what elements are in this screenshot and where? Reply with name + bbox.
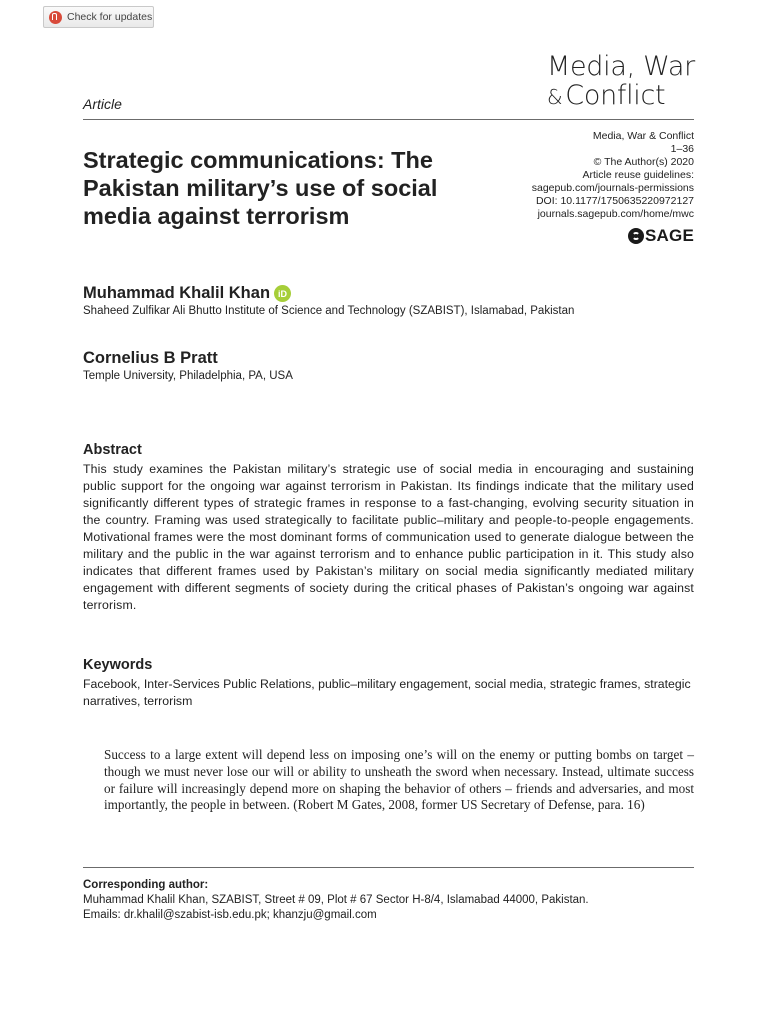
meta-journal-link[interactable]: journals.sagepub.com/home/mwc <box>537 208 694 220</box>
article-title: Strategic communications: The Pakistan military’s use of social media against terrorism <box>83 147 438 229</box>
orcid-icon[interactable]: iD <box>274 285 291 302</box>
journal-brand-line2 <box>547 81 695 112</box>
author-block-1 <box>83 284 574 317</box>
header-divider <box>83 119 694 120</box>
article-meta <box>532 130 694 221</box>
abstract-heading: Abstract <box>83 442 142 458</box>
author-affiliation: Shaheed Zulfikar Ali Bhutto Institute of Science and Technology (SZABIST), Islamabad, Pakistan <box>83 305 575 317</box>
crossmark-icon <box>49 11 62 24</box>
sage-logo <box>628 226 694 246</box>
epigraph-quote: Success to a large extent will depend less on imposing one’s will on the enemy or putting bombs on target – though we must never lose our will or ability to unsheath the sword when necessary. Instead, ultimate success or failure will increasingly depend more on shaping the behavior of others – friends and adversaries, and most importantly, the people in between. (Robert M Gates, 2008, former US Secretary of Defense, para. 16) <box>104 747 694 813</box>
corresponding-author <box>83 878 589 923</box>
author-name <box>83 349 293 368</box>
corresponding-emails[interactable]: Emails: dr.khalil@szabist-isb.edu.pk; khanzju@gmail.com <box>83 909 377 921</box>
meta-journal-name: Media, War & Conflict <box>592 130 694 142</box>
sage-logo-text: SAGE <box>645 226 694 245</box>
author-block-2 <box>83 349 293 382</box>
article-type: Article <box>83 96 122 112</box>
meta-pages: 1–36 <box>670 143 694 155</box>
journal-brand <box>547 52 695 112</box>
keywords-text: Facebook, Inter-Services Public Relations, public–military engagement, social media, strategic frames, strategic narratives, terrorism <box>83 677 691 708</box>
author-name-text: Cornelius B Pratt <box>83 349 218 367</box>
meta-reuse-label: Article reuse guidelines: <box>582 169 694 181</box>
meta-copyright: © The Author(s) 2020 <box>593 156 694 168</box>
sage-logo-icon <box>628 228 644 244</box>
check-for-updates-button[interactable] <box>43 6 154 28</box>
journal-brand-line2-text: Conflict <box>565 80 666 111</box>
keywords-heading: Keywords <box>83 657 153 673</box>
meta-reuse-link[interactable]: sagepub.com/journals-permissions <box>531 182 694 194</box>
check-for-updates-label: Check for updates <box>67 11 153 23</box>
corresponding-heading: Corresponding author: <box>83 879 209 891</box>
journal-brand-line1: Media, War <box>547 51 695 82</box>
corresponding-address: Muhammad Khalil Khan, SZABIST, Street # 09, Plot # 67 Sector H-8/4, Islamabad 44000, Pakistan. <box>83 894 589 906</box>
meta-doi[interactable]: DOI: 10.1177/1750635220972127 <box>535 195 694 207</box>
author-name <box>83 284 574 303</box>
author-affiliation: Temple University, Philadelphia, PA, USA <box>83 370 293 382</box>
journal-brand-amp: & <box>547 85 563 109</box>
abstract-text: This study examines the Pakistan military’s strategic use of social media in encouraging and sustaining public support for the ongoing war against terrorism in Pakistan. Its findings indicate that the military used significantly different types of strategic frames in response to a fast-changing, evolving security situation in the country. Framing was used strategically to facilitate public–military and people-to-people engagements. Motivational frames were the most dominant forms of communication used to generate dialogue between the military and the public in the war against terrorism and to enhance public participation in it. This study also indicates that different frames used by Pakistan’s military on social media significantly mediated military engagement with different segments of society during the critical phases of Pakistan’s ongoing war against terrorism. <box>83 462 694 612</box>
footer-divider <box>83 867 694 868</box>
author-name-text: Muhammad Khalil Khan <box>83 284 271 302</box>
